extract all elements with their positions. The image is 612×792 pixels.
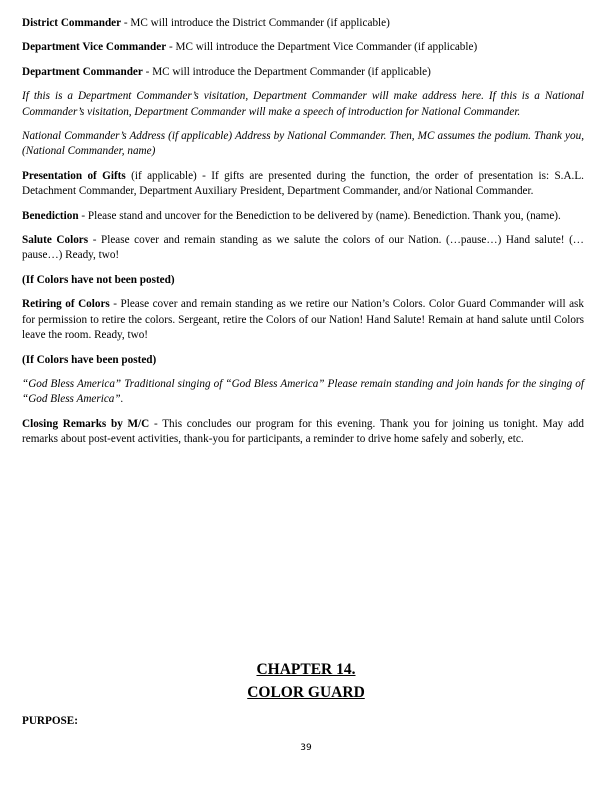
paragraph-label: Closing Remarks by M/C xyxy=(22,417,150,430)
paragraph-closing-remarks xyxy=(22,417,584,448)
paragraph-colors-not-posted: (If Colors have not been posted) xyxy=(22,273,175,286)
paragraph-text: - This concludes our program for this evening. Thank you for joining us tonight. May add remarks about post-event activities, thank-you for participants, a reminder to drive home safely and soberly, etc. xyxy=(22,417,584,446)
chapter-number: CHAPTER 14. xyxy=(256,661,356,678)
paragraph-presentation-of-gifts xyxy=(22,169,584,200)
paragraph-label: Benediction xyxy=(22,209,79,222)
paragraph-label: Department Vice Commander xyxy=(22,41,167,54)
paragraph-colors-posted: (If Colors have been posted) xyxy=(22,353,157,366)
document-body xyxy=(22,16,584,457)
paragraph-text: - Please cover and remain standing as we retire our Nation’s Colors. Color Guard Commander will ask for permission to retire the colors. Sergeant, retire the Colors of our Nation! Hand Salute! Remain at hand salute until Colors leave the room. Ready, two! xyxy=(22,298,584,342)
paragraph-god-bless-america: “God Bless America” Traditional singing of “God Bless America” Please remain standing and join hands for the singing of “God Bless America”. xyxy=(22,377,584,406)
paragraph-department-commander xyxy=(22,65,584,80)
paragraph-national-address: National Commander’s Address (if applicable) Address by National Commander. Then, MC assumes the podium. Thank you, (National Commander, name) xyxy=(22,130,584,158)
paragraph-text: (if applicable) - If gifts are presented during the function, the order of presentation is: S.A.L. Detachment Commander, Department Auxiliary President, Department Commander, and/or National Commander. xyxy=(22,169,584,198)
paragraph-visitation-note: If this is a Department Commander’s visitation, Department Commander will make address here. If this is a National Commander’s visitation, Department Commander will make a speech of introduction for National Commander. xyxy=(22,90,584,118)
paragraph-text: - MC will introduce the Department Commander (if applicable) xyxy=(142,65,431,78)
paragraph-label: Retiring of Colors xyxy=(22,298,110,311)
purpose-label: PURPOSE: xyxy=(22,715,78,727)
paragraph-text: - Please cover and remain standing as we salute the colors of our Nation. (…pause…) Hand salute! (…pause…) Ready, two! xyxy=(22,234,584,262)
chapter-title: COLOR GUARD xyxy=(247,684,365,701)
paragraph-label: Department Commander xyxy=(22,65,143,78)
paragraph-salute-colors xyxy=(22,233,584,264)
paragraph-text: - MC will introduce the Department Vice Commander (if applicable) xyxy=(166,41,478,54)
page-number: 39 xyxy=(300,743,312,753)
paragraph-text: - MC will introduce the District Commander (if applicable) xyxy=(121,17,390,29)
paragraph-label: District Commander xyxy=(22,17,122,29)
paragraph-benediction xyxy=(22,209,584,224)
paragraph-district-commander xyxy=(22,16,584,31)
paragraph-retiring-of-colors xyxy=(22,297,584,343)
paragraph-label: Presentation of Gifts xyxy=(22,169,126,182)
paragraph-label: Salute Colors xyxy=(22,234,89,247)
paragraph-department-vice-commander xyxy=(22,40,584,55)
paragraph-text: - Please stand and uncover for the Benediction to be delivered by (name). Benediction. Thank you, (name). xyxy=(78,209,561,222)
